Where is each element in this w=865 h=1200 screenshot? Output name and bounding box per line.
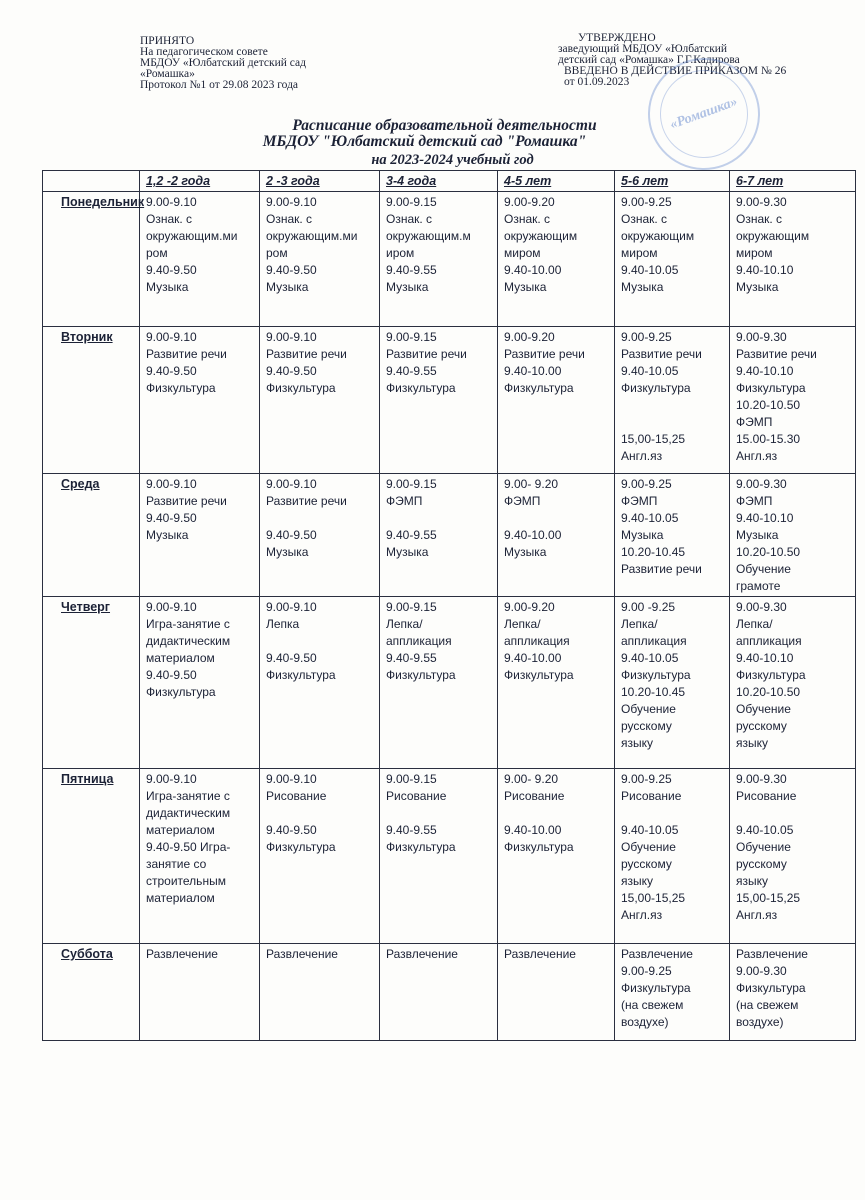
cell-line: Обучение [736,840,791,854]
cell-line: Музыка [146,528,189,542]
cell-line: ФЭМП [736,415,773,429]
column-header: 4-5 лет [498,171,615,192]
cell-line: дидактическим [146,634,231,648]
schedule-cell [615,597,730,769]
schedule-cell [260,474,380,597]
stamp-text: «Ромашка» [668,94,740,133]
cell-line: 9.40-10.00 [504,823,562,837]
cell-line: 9.40-9.50 [266,364,317,378]
cell-line: 9.00-9.10 [146,195,197,209]
cell-line: Развлечение [146,947,218,961]
cell-line: 9.40-9.50 Игра- [146,840,231,854]
cell-line: 9.40-10.05 [621,651,679,665]
cell-line: 9.40-9.50 [266,823,317,837]
schedule-cell [260,192,380,327]
cell-line: окружающим [621,229,695,243]
column-header: 2 -3 года [260,171,380,192]
cell-line: 9.00-9.10 [266,477,317,491]
schedule-cell [140,327,260,474]
cell-line: Обучение [621,702,676,716]
cell-line: Физкультура [504,381,574,395]
cell-line: 9.40-9.50 [266,651,317,665]
cell-line [621,805,725,822]
cell-line: окружающим.м [386,229,471,243]
cell-line: 9.00-9.15 [386,195,437,209]
cell-line: окружающим [504,229,578,243]
cell-line: Развитие речи [266,494,347,508]
schedule-cell [615,944,730,1041]
schedule-cell [380,327,498,474]
cell-line: 9.00-9.10 [266,772,317,786]
cell-line: Музыка [386,545,429,559]
schedule-cell [140,944,260,1041]
cell-line: 9.00-9.10 [146,330,197,344]
cell-line: Музыка [621,280,664,294]
cell-line: Физкультура [386,840,456,854]
cell-line: языку [736,874,769,888]
cell-line: ФЭМП [736,494,773,508]
cell-line: материалом [146,823,215,837]
schedule-cell [498,192,615,327]
schedule-cell [140,474,260,597]
cell-line: 9.00-9.25 [621,477,672,491]
cell-line: воздухе) [621,1015,669,1029]
cell-line: Ознак. с [504,212,551,226]
schedule-cell [380,944,498,1041]
cell-line: Ознак. с [736,212,783,226]
cell-line: Развитие речи [146,347,227,361]
cell-line: 9.40-9.50 [266,263,317,277]
confirmed-label: УТВЕРЖДЕНО [578,32,656,44]
cell-line: Лепка/ [504,617,541,631]
cell-line: 9.40-10.00 [504,263,562,277]
cell-line: 9.40-10.05 [621,364,679,378]
cell-line: 9.00-9.25 [621,772,672,786]
cell-line: Развитие речи [146,494,227,508]
cell-line: 9.00-9.30 [736,330,787,344]
schedule-cell [140,192,260,327]
cell-line: аппликация [736,634,802,648]
day-cell: Четверг [43,597,140,769]
doc-title: Расписание образовательной деятельности [292,117,597,134]
cell-line: Музыка [146,280,189,294]
cell-line: Игра-занятие с [146,789,230,803]
cell-line: Музыка [504,280,547,294]
column-header: 3-4 года [380,171,498,192]
cell-line: Рисование [504,789,565,803]
cell-line: дидактическим [146,806,231,820]
cell-line: окружающим.ми [146,229,238,243]
cell-line [621,414,725,431]
cell-line: Физкультура [621,381,691,395]
cell-line: Рисование [621,789,682,803]
cell-line: Англ.яз [621,908,663,922]
cell-line [621,397,725,414]
schedule-cell [380,474,498,597]
cell-line: 15,00-15,25 [621,891,686,905]
cell-line: 10.20-10.50 [736,545,801,559]
cell-line: 9.40-9.55 [386,823,437,837]
schedule-cell [140,769,260,944]
table-row [43,474,856,597]
cell-line: 10.20-10.45 [621,685,686,699]
cell-line: 9.40-9.55 [386,528,437,542]
cell-line: Развлечение [736,947,808,961]
cell-line: 9.00-9.10 [266,600,317,614]
cell-line: Физкультура [146,685,216,699]
cell-line: 9.40-9.55 [386,263,437,277]
cell-line: 9.00-9.25 [621,330,672,344]
column-header: 5-6 лет [615,171,730,192]
cell-line: Физкультура [736,381,806,395]
cell-line: Развитие речи [504,347,585,361]
column-header: 6-7 лет [730,171,856,192]
cell-line: Рисование [736,789,797,803]
cell-line: 9.00-9.10 [146,600,197,614]
cell-line: Игра-занятие с [146,617,230,631]
schedule-cell [730,474,856,597]
cell-line: Развитие речи [621,562,702,576]
cell-line: 9.40-9.55 [386,651,437,665]
schedule-cell [730,597,856,769]
cell-line: Развитие речи [736,347,817,361]
cell-line: ром [146,246,168,260]
head-name-line: детский сад «Ромашка» Г.Г.Кадирова [558,54,740,66]
column-header: 1,2 -2 года [140,171,260,192]
cell-line: 9.00-9.10 [146,477,197,491]
cell-line: Физкультура [266,381,336,395]
cell-line: строительным [146,874,226,888]
schedule-cell [260,944,380,1041]
day-cell: Среда [43,474,140,597]
cell-line: 9.00-9.30 [736,195,787,209]
cell-line: аппликация [621,634,687,648]
schedule-cell [498,769,615,944]
cell-line: 9.00-9.25 [621,964,672,978]
cell-line: 9.00-9.20 [504,600,555,614]
cell-line: русскому [736,719,787,733]
doc-title-year: на 2023-2024 учебный год [371,152,534,168]
day-cell: Пятница [43,769,140,944]
schedule-cell [380,769,498,944]
cell-line: Физкультура [266,668,336,682]
cell-line: Физкультура [621,668,691,682]
cell-line: 10.20-10.50 [736,685,801,699]
schedule-cell [260,597,380,769]
cell-line: 9.40-9.50 [146,668,197,682]
head-line: заведующий МБДОУ «Юлбатский [558,43,728,55]
cell-line: 9.40-10.05 [621,263,679,277]
cell-line: Обучение [736,702,791,716]
cell-line: 9.00-9.30 [736,964,787,978]
cell-line: Физкультура [504,840,574,854]
cell-line: Музыка [266,545,309,559]
cell-line: грамоте [736,579,781,593]
cell-line: 9.00 -9.25 [621,600,676,614]
schedule-cell [380,192,498,327]
cell-line: 10.20-10.45 [621,545,686,559]
cell-line: 9.00-9.25 [621,195,672,209]
cell-line: 9.40-9.55 [386,364,437,378]
cell-line: 9.00-9.10 [266,330,317,344]
cell-line: Лепка/ [736,617,773,631]
cell-line: 15,00-15,25 [736,891,801,905]
cell-line: миром [504,246,541,260]
cell-line [504,805,610,822]
cell-line: 9.00-9.20 [504,195,555,209]
cell-line: Музыка [736,528,779,542]
cell-line: аппликация [386,634,452,648]
cell-line: Ознак. с [386,212,433,226]
council-line: На педагогическом совете [140,46,268,58]
cell-line: ФЭМП [504,494,541,508]
cell-line: русскому [621,857,672,871]
cell-line: ФЭМП [386,494,423,508]
cell-line: 9.00-9.10 [266,195,317,209]
cell-line: 9.00-9.15 [386,600,437,614]
protocol-line: Протокол №1 от 29.08 2023 года [140,79,299,91]
cell-line: Развлечение [504,947,576,961]
schedule-cell [730,769,856,944]
order-date-line: от 01.09.2023 [564,76,630,88]
cell-line: 9.00-9.30 [736,600,787,614]
schedule-header-row [43,171,856,192]
cell-line: 9.00- 9.20 [504,772,559,786]
day-cell: Вторник [43,327,140,474]
cell-line: 9.40-10.05 [621,511,679,525]
cell-line: Физкультура [736,668,806,682]
cell-line: 10.20-10.50 [736,398,801,412]
cell-line: Обучение [621,840,676,854]
cell-line: 9.00-9.10 [146,772,197,786]
cell-line: миром [621,246,658,260]
cell-line: Физкультура [621,981,691,995]
schedule-cell [615,192,730,327]
cell-line: Развитие речи [266,347,347,361]
cell-line: Развлечение [266,947,338,961]
day-cell: Понедельник [43,192,140,327]
cell-line: Англ.яз [621,449,663,463]
cell-line: 9.00-9.15 [386,330,437,344]
cell-line [266,510,375,527]
schedule-cell [498,597,615,769]
cell-line: Развлечение [386,947,458,961]
cell-line: окружающим [736,229,810,243]
cell-line: Ознак. с [146,212,193,226]
cell-line: занятие со [146,857,207,871]
cell-line: воздухе) [736,1015,784,1029]
schedule-cell [498,474,615,597]
cell-line: (на свежем [621,998,684,1012]
cell-line [386,510,493,527]
cell-line: 9.00- 9.20 [504,477,559,491]
corner-cell [43,171,140,192]
cell-line: иром [386,246,415,260]
approval-block-left [140,36,306,91]
cell-line: Лепка [266,617,300,631]
cell-line: 9.40-10.05 [736,823,794,837]
schedule-cell [615,474,730,597]
cell-line: Физкультура [504,668,574,682]
cell-line [266,805,375,822]
schedule-cell [380,597,498,769]
cell-line: Развитие речи [621,347,702,361]
cell-line: 9.00-9.30 [736,772,787,786]
schedule-cell [498,944,615,1041]
cell-line: Физкультура [146,381,216,395]
cell-line: Лепка/ [386,617,423,631]
table-row [43,769,856,944]
cell-line: 9.40-10.00 [504,364,562,378]
cell-line: Музыка [504,545,547,559]
schedule-table [42,170,856,1041]
cell-line: Англ.яз [736,449,778,463]
cell-line: Музыка [736,280,779,294]
table-row [43,192,856,327]
schedule-cell [260,327,380,474]
cell-line: 9.00-9.15 [386,477,437,491]
cell-line: Физкультура [266,840,336,854]
cell-line: языку [736,736,769,750]
doc-title-org: МБДОУ "Юлбатский детский сад "Ромашка" [262,133,587,150]
cell-line: Рисование [386,789,447,803]
cell-line: Физкультура [386,381,456,395]
cell-line: Рисование [266,789,327,803]
cell-line: Музыка [266,280,309,294]
schedule-cell [615,769,730,944]
cell-line: Развлечение [621,947,693,961]
cell-line: материалом [146,651,215,665]
table-row [43,597,856,769]
cell-line [736,805,851,822]
day-cell: Суббота [43,944,140,1041]
cell-line: Развитие речи [386,347,467,361]
cell-line: русскому [621,719,672,733]
cell-line: 9.40-10.00 [504,651,562,665]
cell-line: аппликация [504,634,570,648]
cell-line: Лепка/ [621,617,658,631]
cell-line: Обучение [736,562,791,576]
cell-line: 9.40-9.50 [266,528,317,542]
schedule-cell [730,192,856,327]
order-line: ВВЕДЕНО В ДЕЙСТВИЕ ПРИКАЗОМ № 26 [564,65,787,77]
schedule-cell [260,769,380,944]
cell-line: миром [736,246,773,260]
cell-line: 9.40-9.50 [146,364,197,378]
cell-line: 9.40-10.10 [736,511,794,525]
cell-line: 9.40-10.10 [736,364,794,378]
cell-line: (на свежем [736,998,799,1012]
cell-line: Музыка [386,280,429,294]
schedule-cell [730,327,856,474]
org-name-line: «Ромашка» [140,68,195,80]
cell-line: 9.00-9.20 [504,330,555,344]
cell-line: Физкультура [736,981,806,995]
org-line: МБДОУ «Юлбатский детский сад [140,57,306,69]
schedule-cell [140,597,260,769]
cell-line: 9.40-10.10 [736,651,794,665]
schedule-cell [730,944,856,1041]
schedule-cell [615,327,730,474]
cell-line [386,805,493,822]
cell-line: Музыка [621,528,664,542]
cell-line: 15.00-15.30 [736,432,801,446]
cell-line: 9.40-10.00 [504,528,562,542]
cell-line: Ознак. с [266,212,313,226]
approved-label: ПРИНЯТО [140,35,195,47]
cell-line [504,510,610,527]
cell-line: русскому [736,857,787,871]
schedule-cell [498,327,615,474]
cell-line: Англ.яз [736,908,778,922]
cell-line: Физкультура [386,668,456,682]
cell-line [266,633,375,650]
table-row [43,944,856,1041]
cell-line: 9.40-9.50 [146,263,197,277]
cell-line: Ознак. с [621,212,668,226]
cell-line: 9.40-10.10 [736,263,794,277]
cell-line: языку [621,874,654,888]
cell-line: 15,00-15,25 [621,432,686,446]
cell-line: ФЭМП [621,494,658,508]
cell-line: материалом [146,891,215,905]
cell-line: 9.00-9.30 [736,477,787,491]
cell-line: языку [621,736,654,750]
cell-line: ром [266,246,288,260]
cell-line: 9.00-9.15 [386,772,437,786]
cell-line: окружающим.ми [266,229,358,243]
cell-line: 9.40-9.50 [146,511,197,525]
table-row [43,327,856,474]
cell-line: 9.40-10.05 [621,823,679,837]
